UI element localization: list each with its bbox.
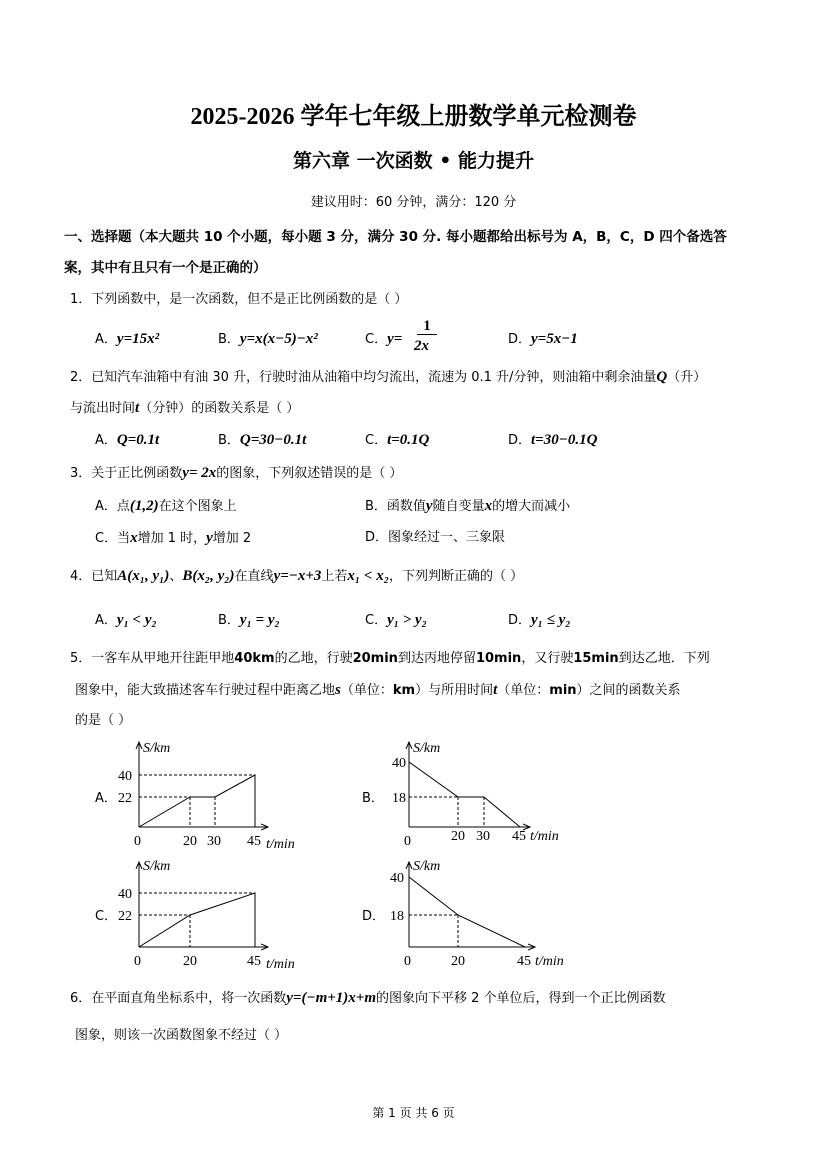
svg-text:C．: C．: [95, 909, 118, 924]
svg-text:45: 45: [512, 829, 526, 844]
svg-text:t/min: t/min: [266, 837, 295, 852]
q3-option-b: B．函数值y随自变量x的增大而减小: [365, 498, 571, 514]
svg-text:40: 40: [390, 871, 404, 886]
q3-option-d: D．图象经过一、三象限: [365, 530, 506, 545]
svg-text:40: 40: [392, 756, 406, 771]
q3-stem: 3．关于正比例函数y= 2x的图象，下列叙述错误的是（ ）: [70, 465, 403, 481]
svg-text:0: 0: [404, 834, 411, 849]
svg-text:30: 30: [476, 829, 490, 844]
svg-text:S/km: S/km: [143, 859, 171, 874]
q5-stem-end: 的是（ ）: [75, 713, 132, 728]
q3-option-c: C．当x增加 1 时，y增加 2: [95, 530, 252, 546]
q1-fraction-den: 2x: [414, 338, 429, 354]
q4-option-a: A．y₁ < y₂: [95, 612, 157, 628]
q5-stem: 5．一客车从甲地开往距甲地40km的乙地，行驶20min到达丙地停留10min，又行驶15min到达乙地．下列: [70, 651, 710, 666]
svg-text:45: 45: [247, 834, 261, 849]
svg-text:20: 20: [183, 954, 197, 969]
q3-option-a: A．点(1,2)在这个图象上: [95, 498, 237, 514]
q4-option-d: D．y₁ ≤ y₂: [508, 612, 571, 628]
svg-text:S/km: S/km: [413, 741, 441, 756]
svg-text:B．: B．: [362, 791, 384, 806]
svg-text:t/min: t/min: [535, 954, 564, 969]
exam-meta: 建议用时：60 分钟，满分：120 分: [310, 195, 517, 210]
graph-a-line: [139, 775, 255, 827]
q2-stem-cont: 与流出时间t（分钟）的函数关系是（ ）: [70, 400, 300, 416]
q4-stem: 4．已知A(x₁, y₁)、B(x₂, y₂)在直线y=−x+3上若x₁ < x₂，下列判断正确的（ ）: [70, 568, 524, 584]
section-heading-cont: 案，其中有且只有一个是正确的）: [64, 260, 267, 276]
svg-text:30: 30: [207, 834, 221, 849]
section-heading: 一、选择题（本大题共 10 个小题，每小题 3 分，满分 30 分. 每小题都给出标号为 A，B，C，D 四个备选答: [64, 229, 727, 245]
svg-text:20: 20: [451, 954, 465, 969]
graph-c: [139, 862, 268, 947]
page-footer: 第 1 页 共 6 页: [372, 1106, 455, 1120]
graph-d-line: [409, 877, 525, 947]
q1-option-c: C．y=: [365, 331, 403, 347]
q1-option-b: B．y=x(x−5)−x²: [218, 331, 318, 347]
svg-text:D．: D．: [362, 909, 386, 924]
graph-d: [409, 862, 535, 947]
svg-text:t/min: t/min: [530, 829, 559, 844]
svg-text:S/km: S/km: [143, 741, 171, 756]
svg-text:22: 22: [118, 791, 132, 806]
svg-text:40: 40: [118, 769, 132, 784]
svg-text:20: 20: [183, 834, 197, 849]
q1-option-d: D．y=5x−1: [508, 331, 578, 347]
q2-option-b: B．Q=30−0.1t: [218, 432, 307, 448]
svg-text:18: 18: [390, 909, 404, 924]
svg-text:22: 22: [118, 909, 132, 924]
graph-b-line: [409, 762, 520, 827]
page-subtitle: 第六章 一次函数 • 能力提升: [293, 150, 534, 172]
svg-text:18: 18: [392, 791, 406, 806]
svg-text:40: 40: [118, 887, 132, 902]
svg-text:0: 0: [134, 954, 141, 969]
svg-text:45: 45: [517, 954, 531, 969]
q4-option-c: C．y₁ > y₂: [365, 612, 427, 628]
svg-text:A．: A．: [95, 791, 117, 806]
svg-text:0: 0: [404, 954, 411, 969]
q2-option-d: D．t=30−0.1Q: [508, 432, 598, 448]
q2-option-c: C．t=0.1Q: [365, 432, 430, 448]
q6-stem: 6．在平面直角坐标系中，将一次函数y=(−m+1)x+m的图象向下平移 2 个单位后，得到一个正比例函数: [70, 990, 666, 1006]
svg-text:20: 20: [451, 829, 465, 844]
q4-option-b: B．y₁ = y₂: [218, 612, 280, 628]
q1-stem: 1．下列函数中，是一次函数，但不是正比例函数的是（ ）: [70, 292, 408, 307]
q1-fraction-num: 1: [417, 318, 437, 335]
svg-text:0: 0: [134, 834, 141, 849]
svg-text:t/min: t/min: [266, 957, 295, 972]
q1-option-a: A．y=15x²: [95, 331, 160, 347]
q6-stem-cont: 图象，则该一次函数图象不经过（ ）: [75, 1028, 288, 1043]
q2-stem: 2．已知汽车油箱中有油 30 升，行驶时油从油箱中均匀流出，流速为 0.1 升/分钟，则油箱中剩余油量Q（升）: [70, 369, 707, 385]
svg-text:45: 45: [247, 954, 261, 969]
page-title: 2025-2026 学年七年级上册数学单元检测卷: [190, 104, 637, 130]
graph-c-line: [139, 893, 255, 947]
q5-stem-cont: 图象中，能大致描述客车行驶过程中距离乙地s（单位：km）与所用时间t（单位：min）之间的函数关系: [75, 682, 681, 698]
svg-text:S/km: S/km: [413, 859, 441, 874]
q2-option-a: A．Q=0.1t: [95, 432, 160, 448]
